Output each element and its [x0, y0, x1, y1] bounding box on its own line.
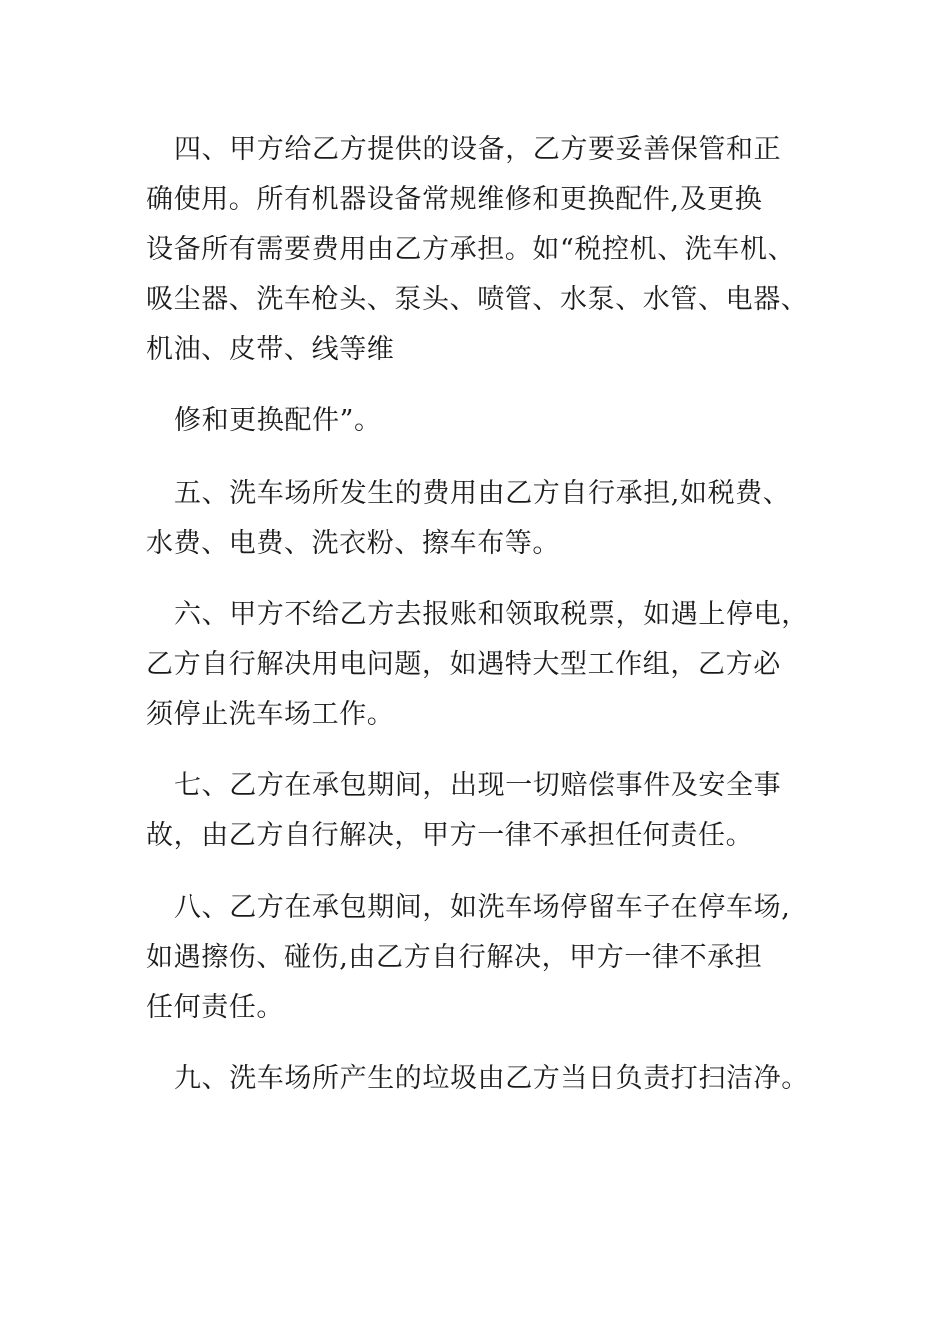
clause-4-paragraph — [146, 125, 846, 375]
text-line: 九、洗车场所产生的垃圾由乙方当日负责打扫洁净。 — [174, 1063, 809, 1094]
clause-8-paragraph — [146, 883, 846, 1033]
clause-9-paragraph — [146, 1054, 846, 1104]
text-line: 水费、电费、洗衣粉、擦车布等。 — [146, 528, 560, 559]
text-line: 七、乙方在承包期间，出现一切赔偿事件及安全事 — [174, 770, 782, 801]
clause-4-continuation — [146, 396, 846, 446]
text-line: 设备所有需要费用由乙方承担。如“税控机、洗车机、 — [146, 234, 796, 265]
text-line: 乙方自行解决用电问题，如遇特大型工作组，乙方必 — [146, 649, 781, 680]
clause-5-paragraph — [146, 469, 846, 569]
text-line: 六、甲方不给乙方去报账和领取税票，如遇上停电， — [174, 599, 809, 630]
clause-6-paragraph — [146, 590, 846, 740]
text-line: 五、洗车场所发生的费用由乙方自行承担,如税费、 — [174, 478, 791, 509]
text-line: 八、乙方在承包期间，如洗车场停留车子在停车场, — [174, 892, 791, 923]
text-line: 机油、皮带、线等维 — [146, 334, 395, 365]
text-line: 故，由乙方自行解决，甲方一律不承担任何责任。 — [146, 820, 754, 851]
text-line: 确使用。所有机器设备常规维修和更换配件,及更换 — [146, 184, 763, 215]
clause-7-paragraph — [146, 761, 846, 861]
text-line: 修和更换配件”。 — [174, 405, 382, 436]
text-line: 吸尘器、洗车枪头、泵头、喷管、水泵、水管、电器、 — [146, 284, 809, 315]
text-line: 任何责任。 — [146, 992, 284, 1023]
text-line: 须停止洗车场工作。 — [146, 699, 395, 730]
text-line: 四、甲方给乙方提供的设备，乙方要妥善保管和正 — [174, 134, 782, 165]
text-line: 如遇擦伤、碰伤,由乙方自行解决，甲方一律不承担 — [146, 942, 763, 973]
